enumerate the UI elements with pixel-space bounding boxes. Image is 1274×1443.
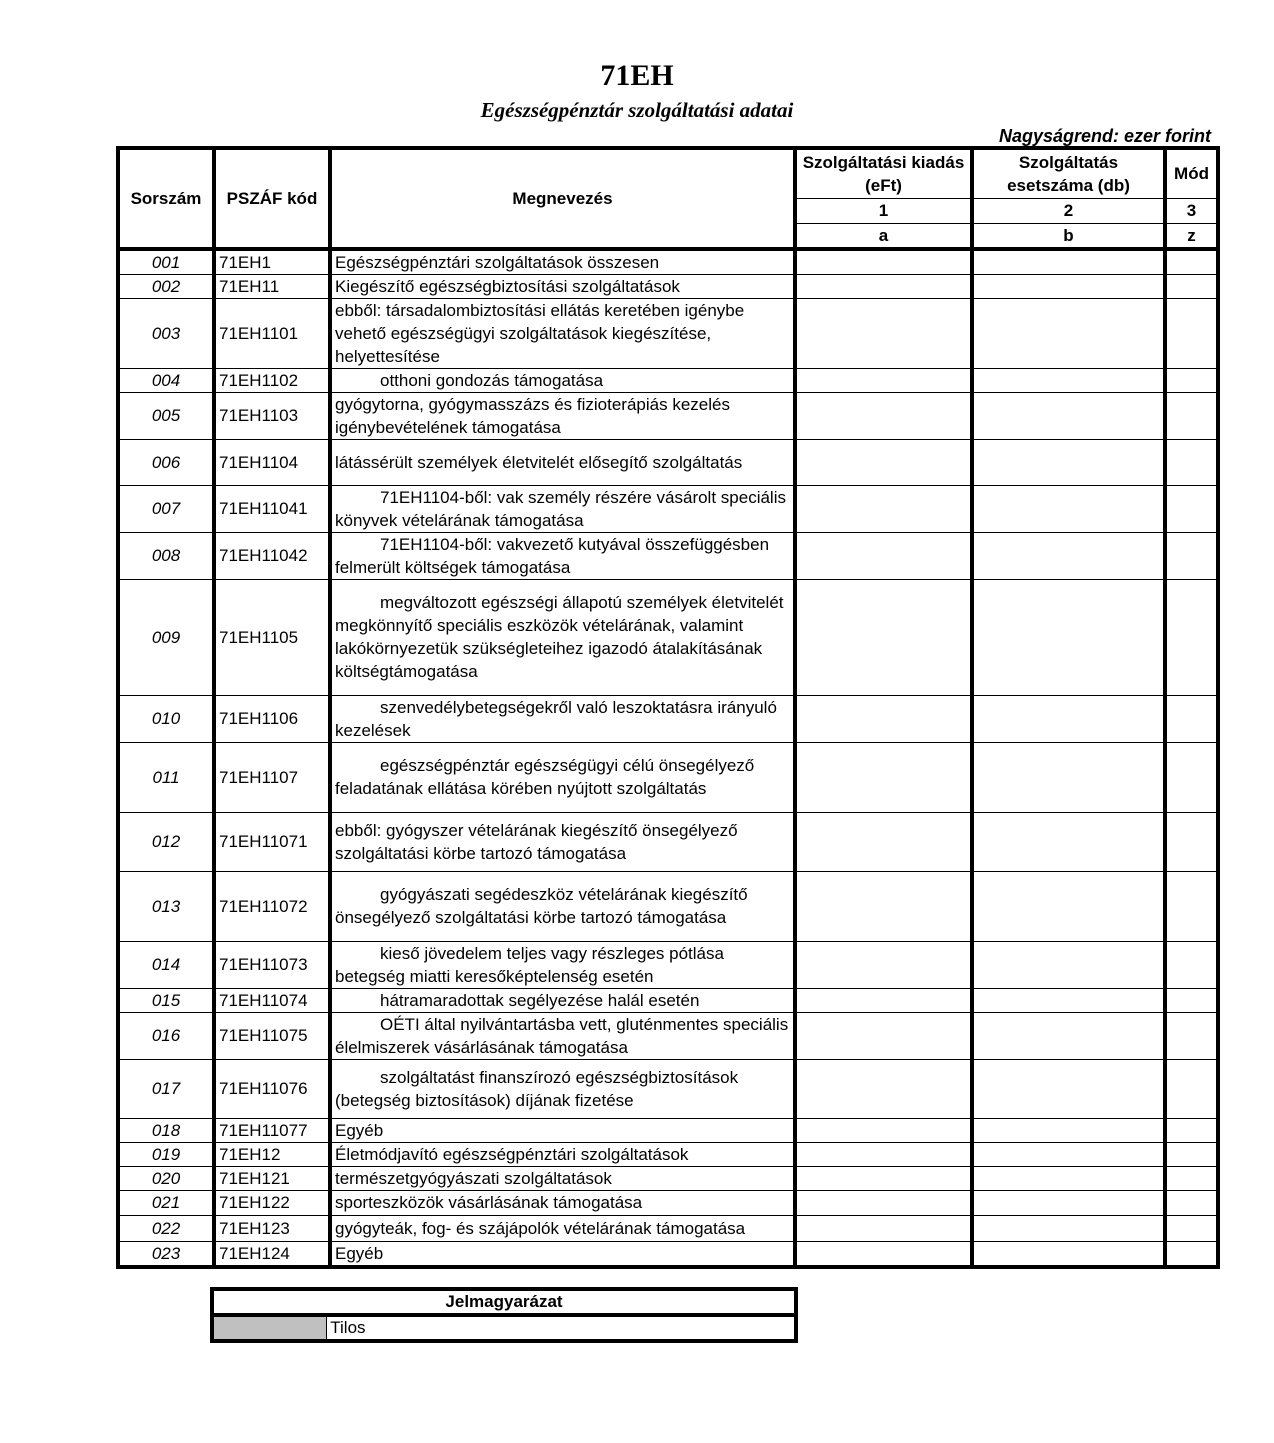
row-code: 71EH124 <box>214 1241 330 1267</box>
value-cell[interactable] <box>1165 1118 1218 1142</box>
row-name: sporteszközök vásárlásának támogatása <box>330 1190 795 1215</box>
value-cell[interactable] <box>1165 392 1218 439</box>
header-col1-num: 1 <box>795 198 972 223</box>
value-cell[interactable] <box>795 439 972 485</box>
row-code: 71EH1101 <box>214 298 330 368</box>
row-code: 71EH11 <box>214 274 330 298</box>
row-code: 71EH11042 <box>214 532 330 579</box>
header-pszaf-kod: PSZÁF kód <box>214 148 330 249</box>
row-name: ebből: gyógyszer vételárának kiegészítő önsegélyező szolgáltatási körbe tartozó támogatása <box>330 812 795 871</box>
value-cell[interactable] <box>795 1190 972 1215</box>
row-name: Egészségpénztári szolgáltatások összesen <box>330 249 795 275</box>
row-name: Kiegészítő egészségbiztosítási szolgáltatások <box>330 274 795 298</box>
header-col1: Szolgáltatási kiadás (eFt) <box>795 148 972 198</box>
value-cell[interactable] <box>1165 274 1218 298</box>
legend-table <box>210 1287 798 1343</box>
value-cell[interactable] <box>1165 439 1218 485</box>
value-cell[interactable] <box>795 249 972 275</box>
row-number: 011 <box>118 742 214 812</box>
row-name: természetgyógyászati szolgáltatások <box>330 1166 795 1190</box>
row-number: 003 <box>118 298 214 368</box>
row-number: 019 <box>118 1142 214 1166</box>
row-number: 010 <box>118 695 214 742</box>
row-number: 017 <box>118 1059 214 1118</box>
row-name: ebből: társadalombiztosítási ellátás keretében igénybe vehető egészségügyi szolgáltatások kiegészítése, helyettesítése <box>330 298 795 368</box>
header-sorszam: Sorszám <box>118 148 214 249</box>
legend-swatch <box>212 1315 327 1341</box>
row-name: 71EH1104-ből: vak személy részére vásárolt speciális könyvek vételárának támogatása <box>330 485 795 532</box>
row-number: 005 <box>118 392 214 439</box>
row-name: 71EH1104-ből: vakvezető kutyával összefüggésben felmerült költségek támogatása <box>330 532 795 579</box>
value-cell[interactable] <box>795 485 972 532</box>
value-cell[interactable] <box>1165 368 1218 392</box>
row-name: gyógyászati segédeszköz vételárának kiegészítő önsegélyező szolgáltatási körbe tartozó támogatása <box>330 871 795 941</box>
row-name: kieső jövedelem teljes vagy részleges pótlása betegség miatti keresőképtelenség esetén <box>330 941 795 988</box>
value-cell[interactable] <box>795 1059 972 1118</box>
row-number: 018 <box>118 1118 214 1142</box>
row-number: 016 <box>118 1012 214 1059</box>
row-code: 71EH1107 <box>214 742 330 812</box>
value-cell[interactable] <box>795 532 972 579</box>
value-cell[interactable] <box>972 274 1165 298</box>
value-cell[interactable] <box>795 695 972 742</box>
row-number: 001 <box>118 249 214 275</box>
row-name: gyógyteák, fog- és szájápolók vételárának támogatása <box>330 1215 795 1241</box>
value-cell[interactable] <box>972 695 1165 742</box>
header-megnevezes: Megnevezés <box>330 148 795 249</box>
row-code: 71EH11071 <box>214 812 330 871</box>
value-cell[interactable] <box>795 1215 972 1241</box>
value-cell[interactable] <box>795 988 972 1012</box>
value-cell[interactable] <box>795 1166 972 1190</box>
row-code: 71EH11074 <box>214 988 330 1012</box>
value-cell[interactable] <box>972 579 1165 695</box>
row-number: 008 <box>118 532 214 579</box>
header-col3: Mód <box>1165 148 1218 198</box>
row-number: 012 <box>118 812 214 871</box>
row-code: 71EH1104 <box>214 439 330 485</box>
value-cell[interactable] <box>1165 941 1218 988</box>
row-code: 71EH1102 <box>214 368 330 392</box>
value-cell[interactable] <box>795 1012 972 1059</box>
value-cell[interactable] <box>1165 1215 1218 1241</box>
legend-label: Tilos <box>327 1315 796 1341</box>
value-cell[interactable] <box>1165 695 1218 742</box>
value-cell[interactable] <box>1165 579 1218 695</box>
value-cell[interactable] <box>972 742 1165 812</box>
value-cell[interactable] <box>972 1166 1165 1190</box>
row-name: Egyéb <box>330 1118 795 1142</box>
value-cell[interactable] <box>972 1142 1165 1166</box>
value-cell[interactable] <box>1165 742 1218 812</box>
header-col2: Szolgáltatás esetszáma (db) <box>972 148 1165 198</box>
value-cell[interactable] <box>1165 249 1218 275</box>
row-name: szenvedélybetegségekről való leszoktatásra irányuló kezelések <box>330 695 795 742</box>
value-cell[interactable] <box>1165 1190 1218 1215</box>
unit-note: Nagyságrend: ezer forint <box>998 126 1211 146</box>
row-number: 004 <box>118 368 214 392</box>
row-code: 71EH11041 <box>214 485 330 532</box>
value-cell[interactable] <box>795 1118 972 1142</box>
value-cell[interactable] <box>1165 1142 1218 1166</box>
header-col3-letter: z <box>1165 223 1218 249</box>
value-cell[interactable] <box>795 1241 972 1267</box>
row-code: 71EH11072 <box>214 871 330 941</box>
row-code: 71EH11075 <box>214 1012 330 1059</box>
row-name: szolgáltatást finanszírozó egészségbiztosítások (betegség biztosítások) díjának fizetése <box>330 1059 795 1118</box>
row-name: Életmódjavító egészségpénztári szolgáltatások <box>330 1142 795 1166</box>
value-cell[interactable] <box>972 1215 1165 1241</box>
value-cell[interactable] <box>972 1059 1165 1118</box>
value-cell[interactable] <box>972 249 1165 275</box>
value-cell[interactable] <box>1165 1166 1218 1190</box>
header-col2-num: 2 <box>972 198 1165 223</box>
value-cell[interactable] <box>795 392 972 439</box>
row-code: 71EH121 <box>214 1166 330 1190</box>
header-col3-num: 3 <box>1165 198 1218 223</box>
value-cell[interactable] <box>1165 532 1218 579</box>
row-code: 71EH122 <box>214 1190 330 1215</box>
row-number: 007 <box>118 485 214 532</box>
row-code: 71EH1 <box>214 249 330 275</box>
value-cell[interactable] <box>972 392 1165 439</box>
row-code: 71EH11073 <box>214 941 330 988</box>
row-name: megváltozott egészségi állapotú személyek életvitelét megkönnyítő speciális eszközök vételárának, valamint lakókörnyezetük szükségleteihez igazodó átalakításának költségtámogatása <box>330 579 795 695</box>
value-cell[interactable] <box>1165 1241 1218 1267</box>
row-name: Egyéb <box>330 1241 795 1267</box>
value-cell[interactable] <box>795 871 972 941</box>
value-cell[interactable] <box>1165 988 1218 1012</box>
row-number: 013 <box>118 871 214 941</box>
value-cell[interactable] <box>795 274 972 298</box>
value-cell[interactable] <box>972 532 1165 579</box>
data-table <box>116 146 1220 1269</box>
value-cell[interactable] <box>795 1142 972 1166</box>
value-cell[interactable] <box>795 941 972 988</box>
row-name: hátramaradottak segélyezése halál esetén <box>330 988 795 1012</box>
value-cell[interactable] <box>972 1012 1165 1059</box>
row-name: látássérült személyek életvitelét elősegítő szolgáltatás <box>330 439 795 485</box>
row-number: 015 <box>118 988 214 1012</box>
row-name: gyógytorna, gyógymasszázs és fizioterápiás kezelés igénybevételének támogatása <box>330 392 795 439</box>
value-cell[interactable] <box>972 988 1165 1012</box>
value-cell[interactable] <box>972 1190 1165 1215</box>
value-cell[interactable] <box>972 1118 1165 1142</box>
value-cell[interactable] <box>795 298 972 368</box>
row-name: otthoni gondozás támogatása <box>330 368 795 392</box>
value-cell[interactable] <box>795 812 972 871</box>
value-cell[interactable] <box>795 368 972 392</box>
row-code: 71EH123 <box>214 1215 330 1241</box>
value-cell[interactable] <box>1165 812 1218 871</box>
row-code: 71EH1103 <box>214 392 330 439</box>
value-cell[interactable] <box>795 579 972 695</box>
row-code: 71EH12 <box>214 1142 330 1166</box>
page-title: 71EH <box>600 59 674 92</box>
value-cell[interactable] <box>972 368 1165 392</box>
value-cell[interactable] <box>1165 1059 1218 1118</box>
row-number: 002 <box>118 274 214 298</box>
row-name: egészségpénztár egészségügyi célú önsegélyező feladatának ellátása körében nyújtott szolgáltatás <box>330 742 795 812</box>
value-cell[interactable] <box>795 742 972 812</box>
value-cell[interactable] <box>972 941 1165 988</box>
row-number: 006 <box>118 439 214 485</box>
row-number: 022 <box>118 1215 214 1241</box>
value-cell[interactable] <box>972 871 1165 941</box>
row-code: 71EH11076 <box>214 1059 330 1118</box>
row-code: 71EH11077 <box>214 1118 330 1142</box>
value-cell[interactable] <box>972 1241 1165 1267</box>
row-number: 009 <box>118 579 214 695</box>
value-cell[interactable] <box>972 298 1165 368</box>
row-code: 71EH1105 <box>214 579 330 695</box>
value-cell[interactable] <box>972 812 1165 871</box>
value-cell[interactable] <box>1165 485 1218 532</box>
value-cell[interactable] <box>1165 298 1218 368</box>
row-name: OÉTI által nyilvántartásba vett, gluténmentes speciális élelmiszerek vásárlásának támogatása <box>330 1012 795 1059</box>
header-col2-letter: b <box>972 223 1165 249</box>
row-number: 014 <box>118 941 214 988</box>
row-number: 021 <box>118 1190 214 1215</box>
legend-title: Jelmagyarázat <box>212 1289 796 1315</box>
row-number: 023 <box>118 1241 214 1267</box>
page-subtitle: Egészségpénztár szolgáltatási adatai <box>480 98 794 122</box>
row-number: 020 <box>118 1166 214 1190</box>
row-code: 71EH1106 <box>214 695 330 742</box>
value-cell[interactable] <box>1165 871 1218 941</box>
value-cell[interactable] <box>972 485 1165 532</box>
value-cell[interactable] <box>1165 1012 1218 1059</box>
value-cell[interactable] <box>972 439 1165 485</box>
header-col1-letter: a <box>795 223 972 249</box>
